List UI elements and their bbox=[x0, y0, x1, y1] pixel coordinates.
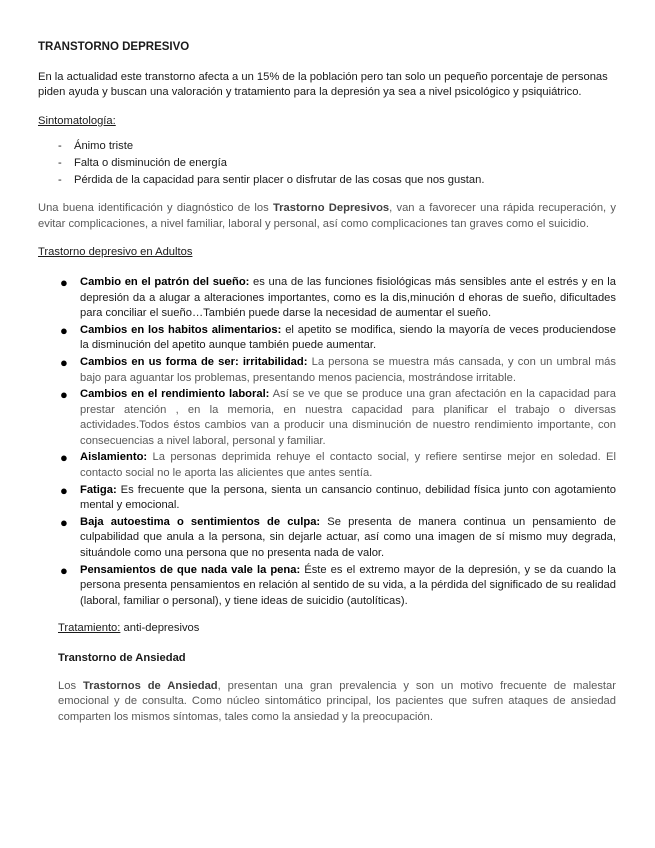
bullet-icon: ● bbox=[60, 387, 68, 403]
list-item: - Falta o disminución de energía bbox=[58, 156, 616, 172]
document-page bbox=[38, 40, 616, 725]
list-item: ● Baja autoestima o sentimientos de culpa: Se presenta de manera continua un pensamiento de culpabilidad que anula a la persona, sin dejarle actuar, así como una imagen de sí mismo muy degrada, situándole como una persona que no presenta nada de valor. bbox=[60, 514, 616, 560]
adultos-heading: Trastorno depresivo en Adultos bbox=[38, 246, 193, 259]
bullet-icon: ● bbox=[60, 482, 68, 498]
intro-paragraph: En la actualidad este transtorno afecta a un 15% de la población pero tan solo un pequeño porcentaje de personas piden ayuda y buscan una valoración y tratamiento para la depresión ya sea a nivel psicológico y psiquiátrico. bbox=[38, 70, 608, 99]
ansiedad-heading: Transtorno de Ansiedad bbox=[58, 652, 186, 664]
adultos-list bbox=[60, 275, 616, 609]
tratamiento-line: Tratamiento: anti-depresivos bbox=[58, 622, 200, 635]
bullet-icon: ● bbox=[60, 450, 68, 466]
list-item: ● Aislamiento: La personas deprimida rehuye el contacto social, y refiere sentirse mejor en soledad. El contacto social no le aporta las alicientes que antes sentía. bbox=[60, 450, 616, 480]
list-item: ● Fatiga: Es frecuente que la persona, sienta un cansancio continuo, debilidad física junto con agotamiento mental y emocional. bbox=[60, 482, 616, 512]
bullet-icon: ● bbox=[60, 322, 68, 338]
ansiedad-paragraph: Los Trastornos de Ansiedad, presentan una gran prevalencia y son un motivo frecuente de malestar emocional y de consulta. Como núcleo sintomático principal, los pacientes que sufren ataques de ansiedad comparten los mismos síntomas, tales como la ansiedad y la preocupación. bbox=[58, 679, 616, 723]
sintomatologia-heading: Sintomatología: bbox=[38, 114, 116, 127]
list-item: - Pérdida de la capacidad para sentir placer o disfrutar de las cosas que nos gustan. bbox=[58, 173, 616, 189]
bullet-icon: ● bbox=[60, 354, 68, 370]
bullet-icon: ● bbox=[60, 514, 68, 530]
sintomas-list bbox=[58, 139, 616, 188]
list-item: ● Cambios en los habitos alimentarios: el apetito se modifica, siendo la mayoría de veces produciendose la disminución del apetito aunque también puede aumentar. bbox=[60, 322, 617, 352]
list-item: ● Pensamientos de que nada vale la pena: Éste es el extremo mayor de la depresión, y se da cuando la persona presenta pensamientos en relación al sentido de su vida, a la pérdida del significado de su realidad (laboral, familiar o personal), y tiene ideas de suicidio (autolíticas). bbox=[60, 562, 616, 607]
document-title: TRANSTORNO DEPRESIVO bbox=[38, 41, 190, 53]
list-item: ● Cambios en el rendimiento laboral: Así se ve que se produce una gran afectación en la capacidad para prestar atención , en la memoria, en nuestra capacidad para planificar el trabajo o diversas actividades.Todos éstos cambios van a producir una disminución de nuestro rendimiento importante, con consecuencias a nivel laboral, personal y familiar. bbox=[60, 387, 616, 447]
bullet-icon: ● bbox=[60, 274, 68, 290]
list-item: ● Cambios en us forma de ser: irritabilidad: La persona se muestra más cansada, y con un umbral más bajo para aguantar los problemas, presentando menos paciencia, mostrándose irritable. bbox=[60, 354, 616, 384]
list-item: ● Cambio en el patrón del sueño: es una de las funciones fisiológicas más sensibles ante el estrés y en la depresión da a alugar a alteraciones importantes, como es la dis,minución d ehoras de sueño, dificultades para conciliar el sueño…También puede darse la necesidad de aumentar el sueño. bbox=[60, 274, 616, 320]
list-item: - Ánimo triste bbox=[58, 139, 616, 155]
identificacion-paragraph: Una buena identificación y diagnóstico de los Trastorno Depresivos, van a favorecer una rápida recuperación, y evitar complicaciones, a nivel familiar, laboral y personal, así como complicaciones tan graves como el suicidio. bbox=[38, 202, 617, 230]
bullet-icon: ● bbox=[60, 562, 68, 578]
